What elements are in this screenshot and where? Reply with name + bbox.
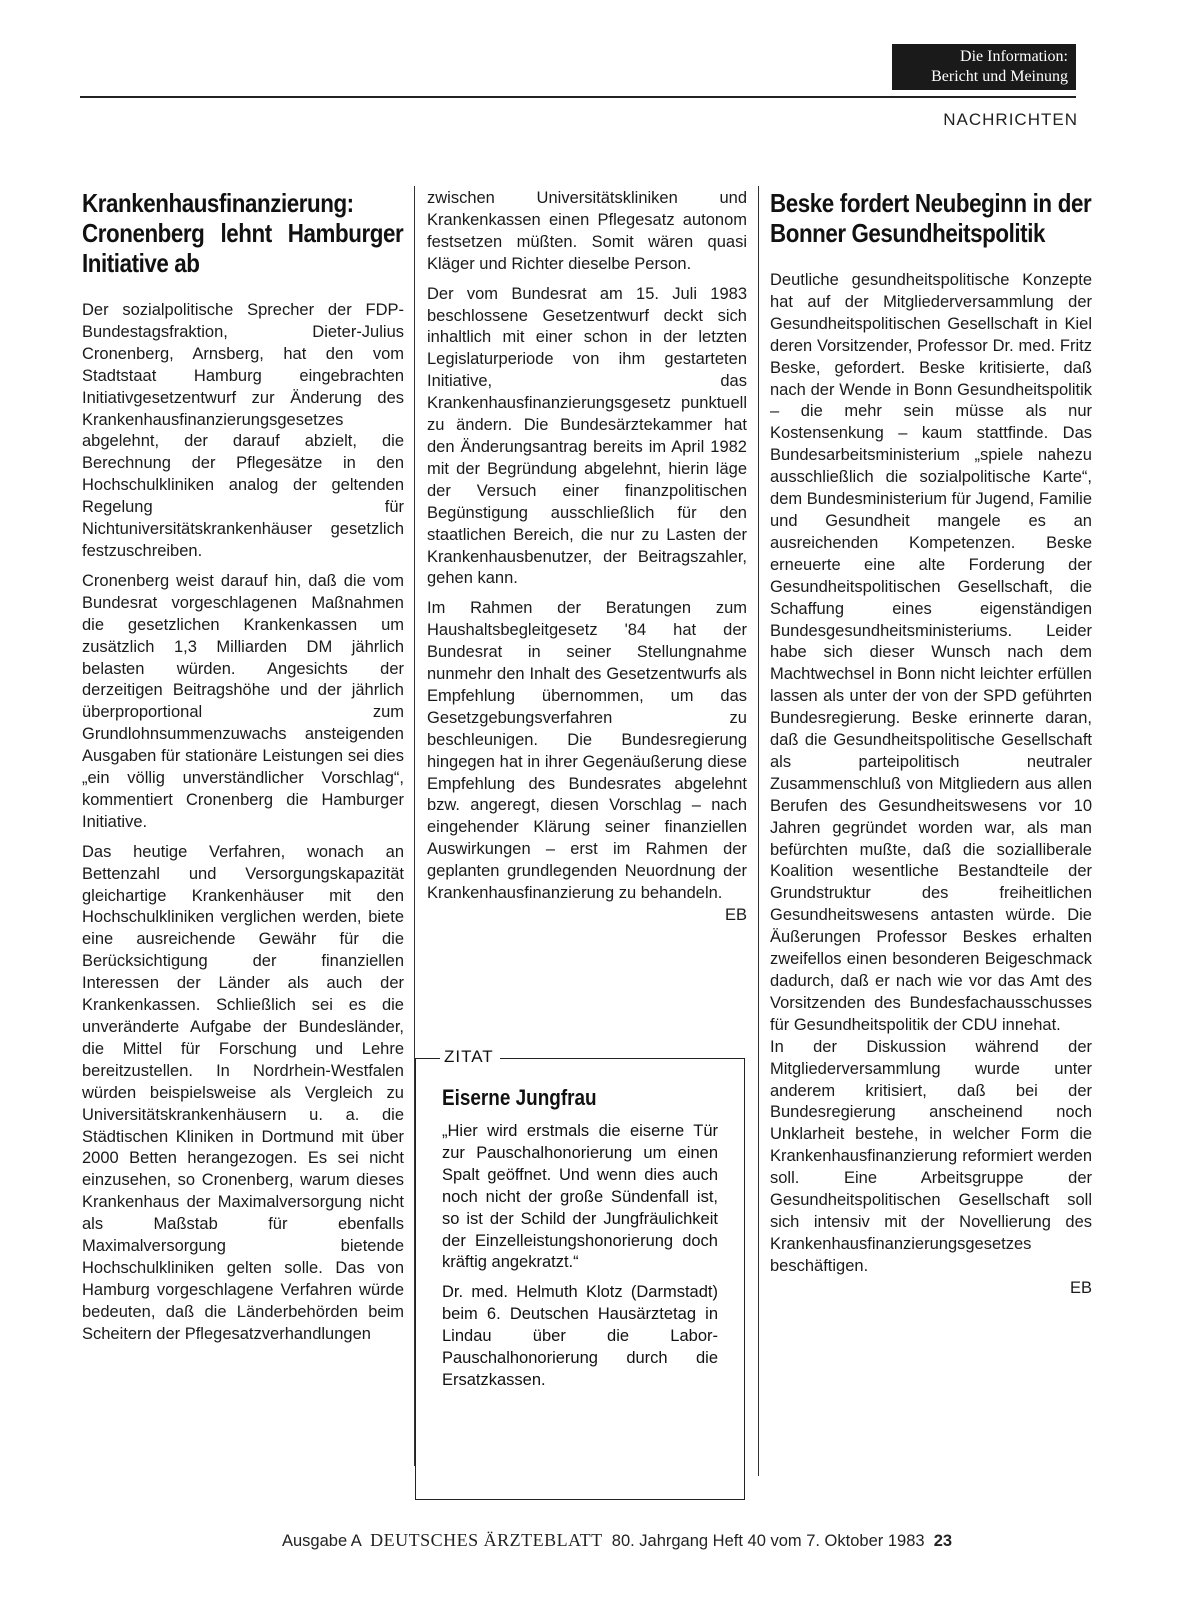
- page-footer: [282, 1530, 952, 1551]
- column-divider-2: [758, 186, 759, 1476]
- article2-paragraph-2: In der Diskussion während der Mitgliederversammlung wurde unter anderem kritisiert, daß bei der Bundesregierung anscheinend noch Unklarheit bestehe, in welcher Form die Krankenhausfinanzierung reformiert werden soll. Eine Arbeitsgruppe der Gesundheitspolitischen Gesellschaft soll sich intensiv mit der Novellierung des Krankenhausfinanzierungsgesetzes beschäftigen.: [770, 1037, 1092, 1275]
- article1-paragraph-1: Der sozialpolitische Sprecher der FDP-Bundestagsfraktion, Dieter-Julius Cronenberg, Arnsberg, hat den vom Stadtstaat Hamburg eingebrachten Initiativgesetzentwurf zur Änderung des Krankenhausfinanzierungsgesetzes abgelehnt, der darauf abzielt, die Berechnung der Pflegesätze in den Hochschulkliniken analog der geltenden Regelung für Nichtuniversitätskrankenhäuser gesetzlich festzuschreiben.: [82, 301, 404, 560]
- page-number: 23: [933, 1532, 953, 1550]
- rubric-line-2: Bericht und Meinung: [931, 68, 1068, 85]
- article1-paragraph-5: Der vom Bundesrat am 15. Juli 1983 beschlossene Gesetzentwurf deckt sich inhaltlich mit einer schon in der letzten Legislaturperiode von ihm gestarteten Initiative, das Krankenhausfinanzierungsgesetz punktuell zu ändern. Die Bundesärztekammer hat den Änderungsantrag bereits im April 1982 mit der Begründung abgelehnt, hierin läge der Versuch einer finanzpolitischen Begünstigung ausschließlich für den staatlichen Bereich, die nur zu Lasten der Krankenhausbenutzer, der Beitragszahler, gehen kann.: [427, 284, 747, 588]
- quote-text: „Hier wird erstmals die eiserne Tür zur Pauschalhonorierung um einen Spalt geöffnet. Und wenn dies auch noch nicht der große Sündenfall ist, so ist der Schild der Jungfräulichkeit der Einzelleistungshonorierung doch kräftig angekratzt.“: [442, 1122, 718, 1272]
- quote-tag: ZITAT: [440, 1047, 500, 1067]
- footer-issue: 80. Jahrgang Heft 40 vom 7. Oktober 1983: [611, 1532, 925, 1550]
- article2-paragraph-1: Deutliche gesundheitspolitische Konzepte hat auf der Mitgliederversammlung der Gesundheitspolitischen Gesellschaft in Kiel deren Vorsitzender, Professor Dr. med. Fritz Beske, gefordert. Beske kritisierte, daß nach der Wende in Bonn Gesundheitspolitik – die mehr sein müsse als nur Kostensenkung – kaum stattfinde. Das Bundesarbeitsministerium „spiele nahezu ausschließlich die sozialpolitische Karte“, dem Bundesministerium für Jugend, Familie und Gesundheit mangele es an ausreichenden Kompetenzen. Beske erneuerte eine alte Forderung der Gesundheitspolitischen Gesellschaft, die Schaffung eines eigenständigen Bundesgesundheitsministeriums. Leider habe sich dieser Wunsch nach dem Machtwechsel in Bonn nicht leichter erfüllen lassen als unter der von der SPD geführten Bundesregierung. Beske erinnerte daran, daß die Gesundheitspolitische Gesellschaft als parteipolitisch neutraler Zusammenschluß von Mitgliedern aus allen Berufen des Gesundheitswesens vor 10 Jahren gegründet worden war, als man befürchten mußte, daß die sozialliberale Koalition wesentliche Bestandteile der Grundstruktur des freiheitlichen Gesundheitswesens antasten würde. Die Äußerungen Professor Beskes erhalten zweifellos einen besonderen Beigeschmack dadurch, daß er nach wie vor das Amt des Vorsitzenden des Bundesfachausschusses für Gesundheitspolitik der CDU innehat.: [770, 271, 1092, 1034]
- article1-paragraph-3: Das heutige Verfahren, wonach an Bettenzahl und Versorgungskapazität gleichartige Krankenhäuser mit den Hochschulkliniken verglichen werden, biete eine ausreichende Gewähr für die Berücksichtigung der finanziellen Interessen der Länder als auch der Krankenkassen. Schließlich sei es die unveränderte Aufgabe der Bundesländer, die Mittel für Forschung und Lehre bereitzustellen. In Nordrhein-Westfalen würden beispielsweise als Vergleich zu Universitätskrankenhäusern u. a. die Städtischen Kliniken in Dortmund mit über 2000 Betten herangezogen. Es sei nicht einzusehen, so Cronenberg, warum dieses Krankenhaus der Maximalversorgung nicht als Maßstab für ebenfalls Maximalversorgung bietende Hochschulkliniken gelten solle. Das von Hamburg vorgeschlagene Verfahren würde bedeuten, daß die Länderbehörden beim Scheitern der Pflegesatzverhandlungen: [82, 842, 404, 1343]
- article1-headline: Krankenhausfinanzierung: Cronenberg lehnt Hamburger Initiative ab: [82, 188, 404, 278]
- rubric-box: [892, 44, 1076, 90]
- article1-paragraph-4: zwischen Universitätskliniken und Krankenkassen einen Pflegesatz autonom festsetzen müßten. Somit wären quasi Kläger und Richter dieselbe Person.: [427, 189, 747, 273]
- footer-journal: DEUTSCHES ÄRZTEBLATT: [370, 1530, 603, 1550]
- article1-paragraph-2: Cronenberg weist darauf hin, daß die vom Bundesrat vorgeschlagenen Maßnahmen die gesetzlichen Krankenkassen um zusätzlich 1,3 Milliarden DM jährlich belasten würden. Angesichts der derzeitigen Beitragshöhe und der jährlich überproportional zum Grundlohnsummenzuwachs ansteigenden Ausgaben für stationäre Leistungen sei dies „ein völlig unverständlicher Vorschlag“, kommentiert Cronenberg die Hamburger Initiative.: [82, 571, 404, 831]
- section-label: NACHRICHTEN: [943, 110, 1078, 129]
- quote-box: [415, 1047, 745, 1500]
- article2-signature: EB: [1069, 1278, 1092, 1297]
- article1-paragraph-6: Im Rahmen der Beratungen zum Haushaltsbegleitgesetz '84 hat der Bundesrat in seiner Stellungnahme nunmehr den Inhalt des Gesetzentwurfs als Empfehlung übernommen, um das Gesetzgebungsverfahren zu beschleunigen. Die Bundesregierung hingegen hat in ihrer Gegenäußerung diese Empfehlung des Bundesrates abgelehnt bzw. angeregt, diesen Vorschlag – nach eingehender Klärung seiner finanziellen Auswirkungen – erst im Rahmen der geplanten grundlegenden Neuordnung der Krankenhausfinanzierung zu behandeln.: [427, 599, 747, 903]
- rubric-line-1: Die Information:: [960, 48, 1068, 65]
- article1-signature: EB: [724, 906, 747, 924]
- footer-edition: Ausgabe A: [282, 1532, 361, 1550]
- quote-title: Eiserne Jungfrau: [442, 1085, 597, 1110]
- quote-source: Dr. med. Helmuth Klotz (Darmstadt) beim 6. Deutschen Hausärztetag in Lindau über die Labor-Pauschalhonorierung durch die Ersatzkassen.: [442, 1283, 718, 1389]
- article2-column: [770, 188, 1092, 1300]
- article1-column-2: [427, 188, 747, 927]
- article1-column-1: [82, 188, 404, 1354]
- article2-headline: Beske fordert Neubeginn in der Bonner Gesundheitspolitik: [770, 188, 1092, 248]
- top-rule: [80, 96, 1076, 98]
